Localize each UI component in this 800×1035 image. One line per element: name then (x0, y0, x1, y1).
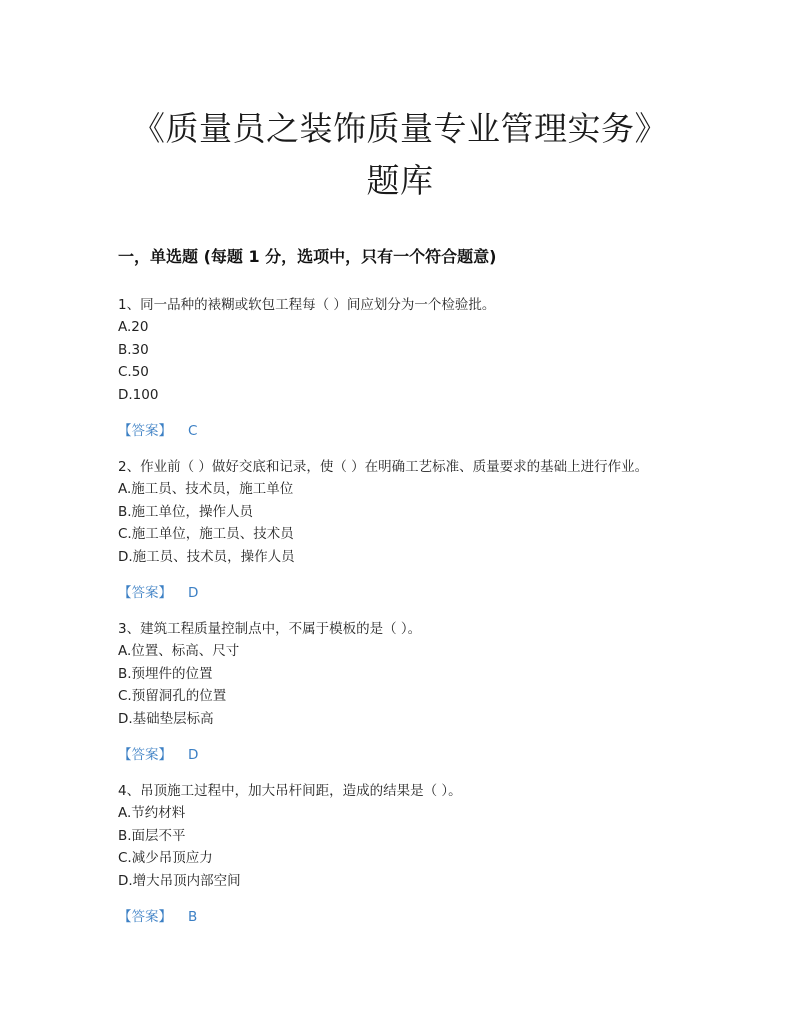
option-a: A.施工员、技术员，施工单位 (118, 481, 294, 497)
answer-value: D (188, 747, 199, 763)
question-stem: 1、同一品种的裱糊或软包工程每（ ）间应划分为一个检验批。 (118, 297, 496, 313)
option-c: C.减少吊顶应力 (118, 850, 213, 866)
answer-label: 【答案】 (118, 747, 172, 763)
answer-label: 【答案】 (118, 423, 172, 439)
option-c: C.施工单位，施工员、技术员 (118, 526, 294, 542)
option-a: A.节约材料 (118, 805, 186, 821)
question-1 (118, 294, 758, 442)
document-title-line-2: 题库 (366, 161, 434, 200)
answer-label: 【答案】 (118, 909, 172, 925)
document-title-line-1: 《质量员之装饰质量专业管理实务》 (132, 109, 668, 148)
answer-value: D (188, 585, 199, 601)
question-4 (118, 780, 758, 928)
option-c: C.预留洞孔的位置 (118, 688, 227, 704)
question-3 (118, 618, 758, 766)
option-d: D.100 (118, 386, 159, 403)
answer-label: 【答案】 (118, 585, 172, 601)
answer-value: B (188, 909, 198, 925)
option-b: B.施工单位，操作人员 (118, 503, 254, 520)
section-heading: 一，单选题 (每题 1 分，选项中，只有一个符合题意) (118, 247, 497, 266)
answer-line (118, 744, 758, 766)
answer-line (118, 906, 758, 928)
option-d: D.增大吊顶内部空间 (118, 872, 241, 889)
option-b: B.面层不平 (118, 827, 186, 844)
option-b: B.预埋件的位置 (118, 665, 213, 682)
option-a: A.位置、标高、尺寸 (118, 643, 240, 659)
answer-value: C (188, 423, 198, 439)
answer-line (118, 420, 758, 442)
answer-line (118, 582, 758, 604)
option-b: B.30 (118, 341, 149, 358)
option-d: D.施工员、技术员，操作人员 (118, 548, 295, 565)
option-a: A.20 (118, 319, 149, 335)
option-d: D.基础垫层标高 (118, 710, 214, 727)
question-stem: 3、建筑工程质量控制点中，不属于模板的是（ ）。 (118, 621, 422, 637)
question-stem: 2、作业前（ ）做好交底和记录，使（ ）在明确工艺标准、质量要求的基础上进行作业。 (118, 459, 649, 475)
question-2 (118, 456, 758, 604)
question-stem: 4、吊顶施工过程中，加大吊杆间距，造成的结果是（ ）。 (118, 783, 462, 799)
option-c: C.50 (118, 364, 149, 380)
